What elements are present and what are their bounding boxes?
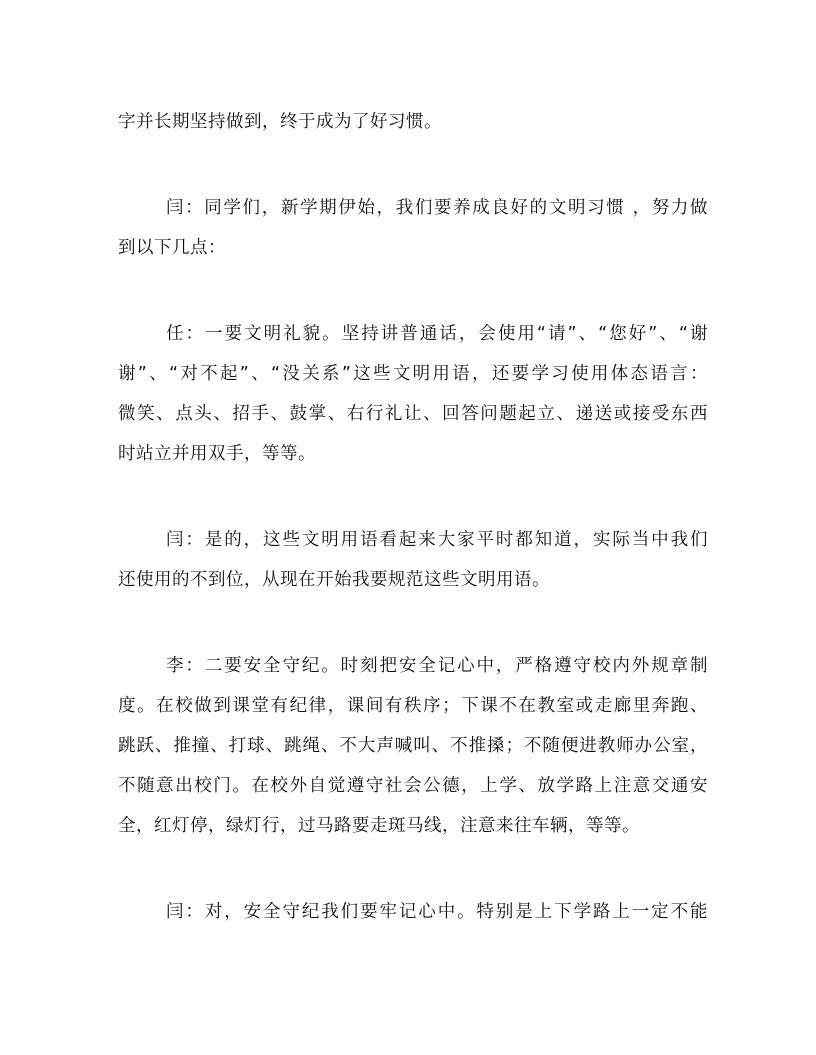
text-line-1: 字并长期坚持做到，终于成为了好习惯。 bbox=[118, 112, 442, 132]
text-line-6: 微笑、点头、招手、鼓掌、右行礼让、回答问题起立、递送或接受东西 bbox=[118, 404, 708, 424]
text-line-4: 任：一要文明礼貌。坚持讲普通话，会使用“请”、“您好”、“谢 bbox=[166, 324, 708, 344]
text-line-3: 到以下几点： bbox=[118, 238, 226, 258]
text-line-13: 不随意出校门。在校外自觉遵守社会公德，上学、放学路上注意交通安 bbox=[118, 776, 708, 796]
text-line-2: 闫：同学们，新学期伊始，我们要养成良好的文明习惯 ，努力做 bbox=[166, 198, 708, 218]
text-line-9: 还使用的不到位，从现在开始我要规范这些文明用语。 bbox=[118, 570, 550, 590]
text-line-10: 李：二要安全守纪。时刻把安全记心中，严格遵守校内外规章制 bbox=[166, 656, 708, 676]
text-line-5: 谢”、“对不起”、“没关系”这些文明用语，还要学习使用体态语言： bbox=[118, 364, 708, 384]
text-line-15: 闫：对，安全守纪我们要牢记心中。特别是上下学路上一定不能 bbox=[166, 902, 708, 922]
text-line-11: 度。在校做到课堂有纪律，课间有秩序；下课不在教室或走廊里奔跑、 bbox=[118, 696, 708, 716]
text-line-8: 闫：是的，这些文明用语看起来大家平时都知道，实际当中我们 bbox=[166, 530, 708, 550]
text-line-12: 跳跃、推撞、打球、跳绳、不大声喊叫、不推搡；不随便进教师办公室， bbox=[118, 736, 708, 756]
text-line-7: 时站立并用双手，等等。 bbox=[118, 444, 316, 464]
text-line-14: 全，红灯停，绿灯行，过马路要走斑马线，注意来往车辆，等等。 bbox=[118, 816, 640, 836]
